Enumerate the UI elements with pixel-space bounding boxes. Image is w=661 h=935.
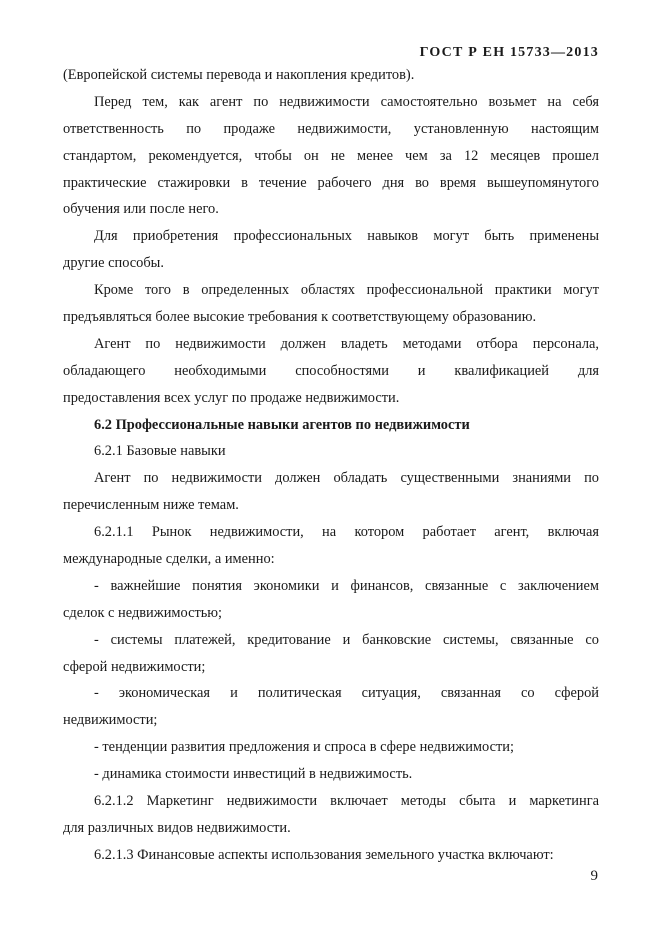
text-line: ответственность по продаже недвижимости, установленную настоящим — [63, 120, 599, 137]
text-line: перечисленным ниже темам. — [63, 497, 239, 514]
page-number: 9 — [590, 868, 598, 884]
text-line: для различных видов недвижимости. — [63, 819, 291, 836]
text-line: Агент по недвижимости должен владеть методами отбора персонала, — [94, 335, 599, 352]
list-item: - системы платежей, кредитование и банковские системы, связанные со — [94, 631, 599, 648]
document-code-header: ГОСТ Р ЕН 15733—2013 — [419, 45, 599, 60]
text-line: Агент по недвижимости должен обладать существенными знаниями по — [94, 470, 599, 487]
text-line: международные сделки, а именно: — [63, 551, 275, 568]
text-line: 6.2.1.3 Финансовые аспекты использования земельного участка включают: — [94, 846, 554, 863]
text-line: сделок с недвижимостью; — [63, 604, 223, 621]
text-line: стандартом, рекомендуется, чтобы он не менее чем за 12 месяцев прошел — [63, 147, 599, 164]
list-item: - экономическая и политическая ситуация, связанная со сферой — [94, 685, 599, 702]
text-line: практические стажировки в течение рабочего дня во время вышеупомянутого — [63, 174, 599, 191]
list-item: - тенденции развития предложения и спроса в сфере недвижимости; — [94, 739, 514, 756]
text-line: другие способы. — [63, 255, 164, 272]
section-heading: 6.2 Профессиональные навыки агентов по недвижимости — [94, 416, 470, 433]
text-line: (Европейской системы перевода и накопления кредитов). — [63, 67, 415, 83]
text-line: Кроме того в определенных областях профессиональной практики могут — [94, 282, 599, 299]
list-item: - важнейшие понятия экономики и финансов, связанные с заключением — [94, 577, 599, 594]
text-line: обучения или после него. — [63, 201, 219, 218]
subsection-heading: 6.2.1 Базовые навыки — [94, 443, 226, 460]
text-line: недвижимости; — [63, 712, 158, 729]
text-line: 6.2.1.1 Рынок недвижимости, на котором работает агент, включая — [94, 524, 599, 541]
text-line: предоставления всех услуг по продаже недвижимости. — [63, 389, 400, 406]
text-line: обладающего необходимыми способностями и квалификацией для — [63, 362, 599, 379]
list-item: - динамика стоимости инвестиций в недвижимость. — [94, 766, 413, 783]
text-line: 6.2.1.2 Маркетинг недвижимости включает методы сбыта и маркетинга — [94, 793, 599, 810]
text-line: предъявляться более высокие требования к соответствующему образованию. — [63, 309, 537, 326]
text-line: Перед тем, как агент по недвижимости самостоятельно возьмет на себя — [94, 93, 599, 110]
text-line: Для приобретения профессиональных навыков могут быть применены — [94, 228, 599, 245]
page-body — [63, 62, 599, 869]
text-line: сферой недвижимости; — [63, 658, 206, 675]
